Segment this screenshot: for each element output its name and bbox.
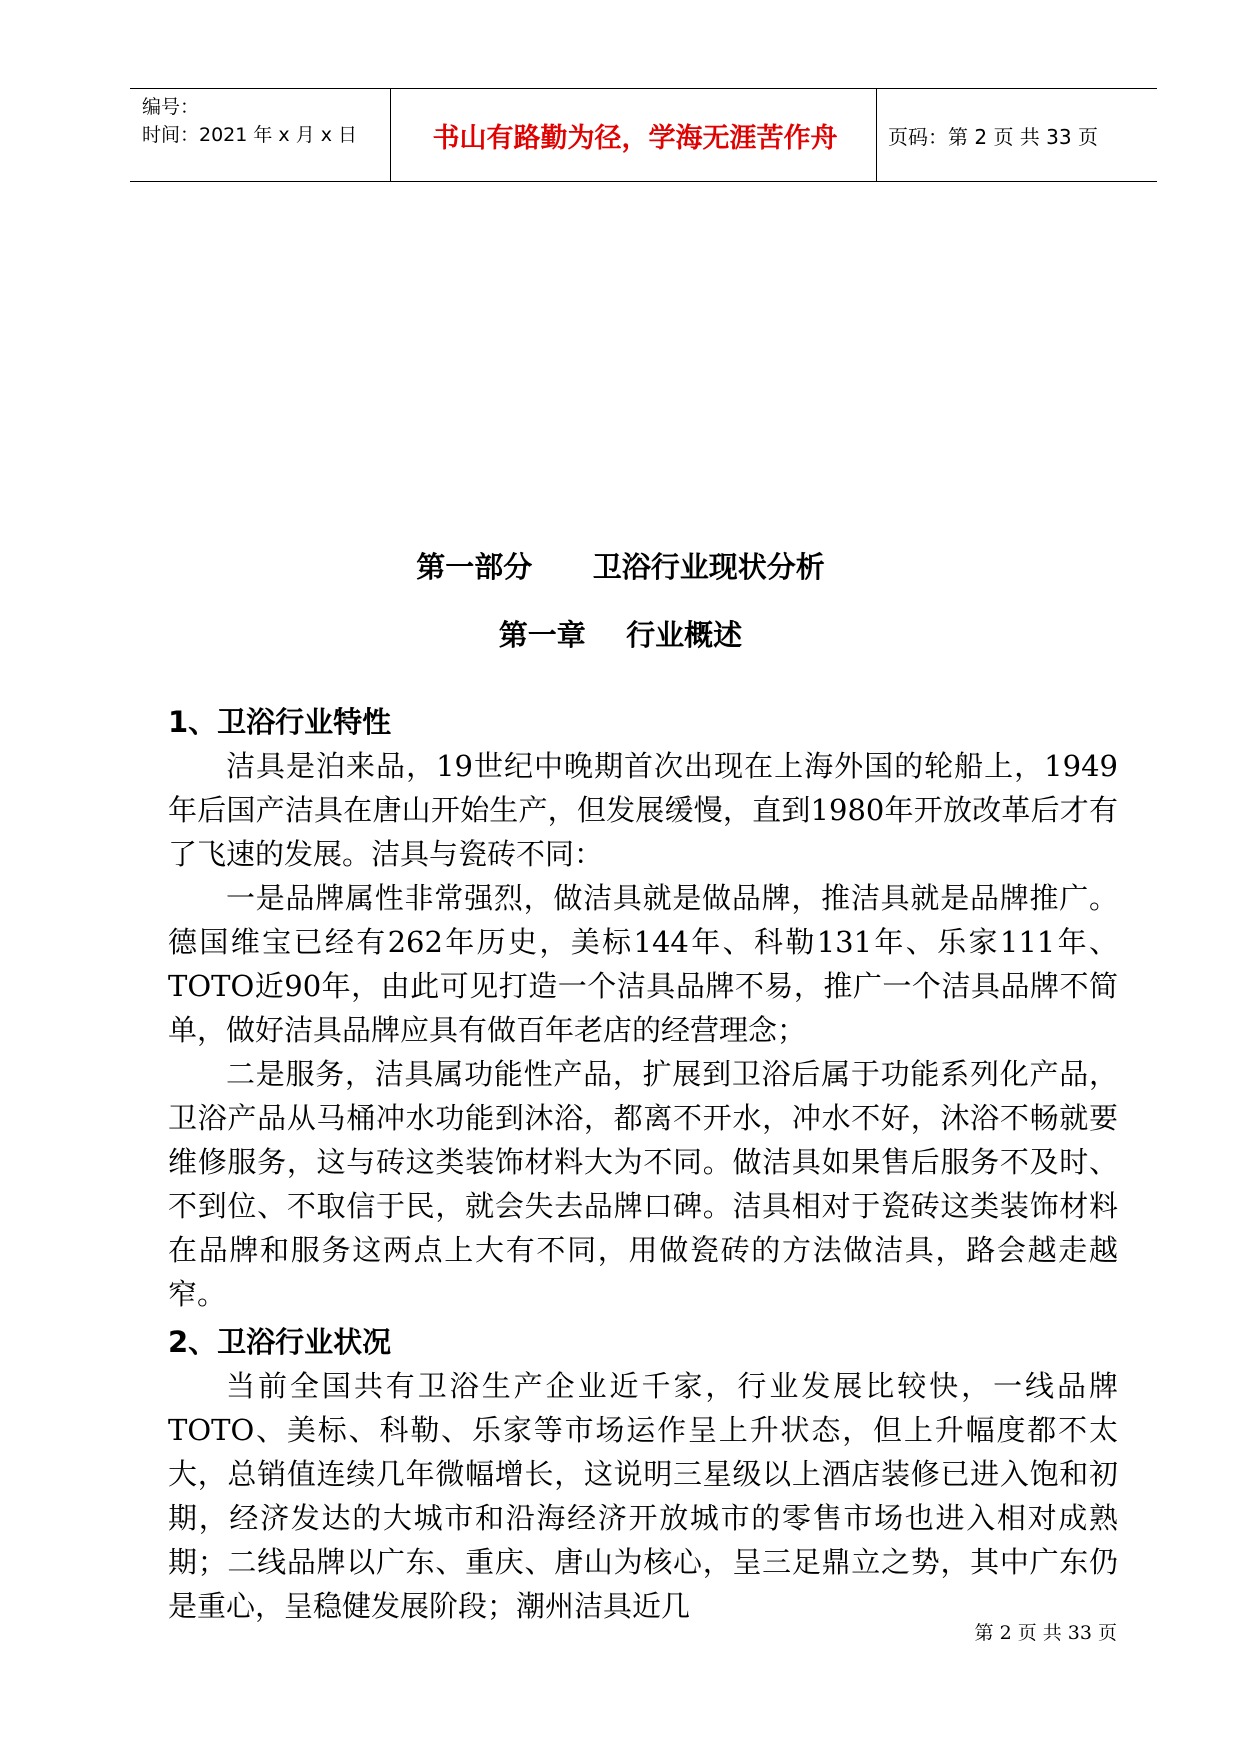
paragraph: 当前全国共有卫浴生产企业近千家，行业发展比较快，一线品牌TOTO、美标、科勒、乐家等市场运作呈上升状态，但上升幅度都不太大，总销值连续几年微幅增长，这说明三星级以上酒店装修已进入饱和初期，经济发达的大城市和沿海经济开放城市的零售市场也进入相对成熟期；二线品牌以广东、重庆、唐山为核心，呈三足鼎立之势，其中广东仍是重心，呈稳健发展阶段；潮州洁具近几 xyxy=(168,1369,1118,1623)
document-number-label: 编号： xyxy=(142,96,200,118)
section-heading: 1、卫浴行业特性 xyxy=(168,705,392,739)
section-industry-characteristics xyxy=(168,700,1118,1316)
part-title: 第一部分 卫浴行业现状分析 xyxy=(416,550,825,584)
header-divider-left xyxy=(390,89,391,181)
section-heading: 2、卫浴行业状况 xyxy=(168,1325,392,1359)
paragraph: 洁具是泊来品，19世纪中晚期首次出现在上海外国的轮船上，1949年后国产洁具在唐山开始生产，但发展缓慢，直到1980年开放改革后才有了飞速的发展。洁具与瓷砖不同： xyxy=(168,749,1118,871)
paragraph: 一是品牌属性非常强烈，做洁具就是做品牌，推洁具就是品牌推广。德国维宝已经有262年历史，美标144年、科勒131年、乐家111年、TOTO近90年，由此可见打造一个洁具品牌不易，推广一个洁具品牌不简单，做好洁具品牌应具有做百年老店的经营理念； xyxy=(168,881,1118,1047)
header-motto: 书山有路勤为径，学海无涯苦作舟 xyxy=(432,122,838,154)
paragraph: 二是服务，洁具属功能性产品，扩展到卫浴后属于功能系列化产品，卫浴产品从马桶冲水功能到沐浴，都离不开水，冲水不好，沐浴不畅就要维修服务，这与砖这类装饰材料大为不同。做洁具如果售后服务不及时、不到位、不取信于民，就会失去品牌口碑。洁具相对于瓷砖这类装饰材料在品牌和服务这两点上大有不同，用做瓷砖的方法做洁具，路会越走越窄。 xyxy=(168,1057,1118,1311)
page-footer-number: 第 2 页 共 33 页 xyxy=(974,1622,1117,1644)
header-page-info: 页码：第 2 页 共 33 页 xyxy=(888,124,1098,149)
header-meta xyxy=(142,93,357,149)
page-header xyxy=(130,88,1157,182)
document-time: 时间：2021 年 x 月 x 日 xyxy=(142,124,358,146)
section-industry-status xyxy=(168,1320,1118,1628)
chapter-title: 第一章 行业概述 xyxy=(498,618,743,652)
header-divider-right xyxy=(876,89,877,181)
